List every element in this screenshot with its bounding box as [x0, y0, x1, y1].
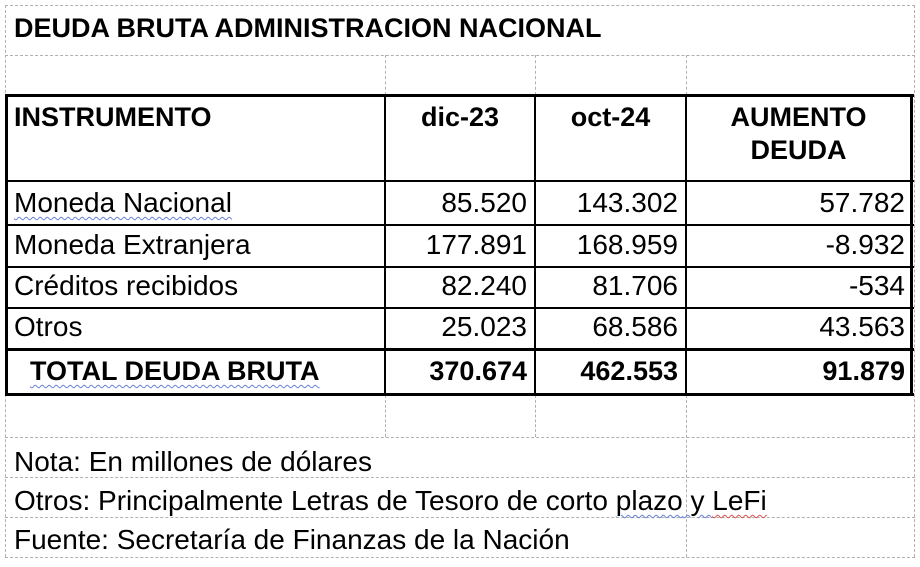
- row-divider: [5, 307, 914, 309]
- row-divider: [5, 266, 914, 268]
- row-value-oct24: 68.586: [592, 311, 678, 342]
- total-value-aumento: 91.879: [822, 356, 905, 386]
- row-name: Otros: [14, 311, 83, 342]
- note-source: Fuente: Secretaría de Finanzas de la Nación: [14, 524, 570, 555]
- total-label: [30, 355, 320, 387]
- gridline: [914, 5, 915, 557]
- row-name-text: Moneda Nacional: [14, 187, 232, 218]
- gridline: [5, 5, 915, 6]
- row-value-dic23: 82.240: [441, 270, 527, 301]
- note-otros-text: Otros: Principalmente Letras de Tesoro de corto: [14, 485, 616, 516]
- row-name: Créditos recibidos: [14, 270, 239, 301]
- row-divider: [5, 224, 914, 226]
- row-value-aumento: -8.932: [825, 229, 905, 260]
- gridline: [5, 557, 915, 558]
- gridline: [5, 55, 915, 56]
- table-border-right: [910, 94, 913, 396]
- note-units: Nota: En millones de dólares: [14, 446, 372, 477]
- gridline: [385, 55, 386, 95]
- table-border-bottom: [5, 393, 914, 396]
- note-otros: [14, 485, 767, 517]
- header-oct-24: oct-24: [570, 102, 651, 132]
- total-label-text: TOTAL DEUDA BRUTA: [30, 356, 320, 386]
- row-value-oct24: 168.959: [576, 229, 678, 260]
- note-otros-plazo: plazo: [615, 485, 683, 516]
- row-value-dic23: 25.023: [441, 311, 527, 342]
- note-otros-lefi: LeFi: [712, 485, 767, 516]
- gridline: [535, 55, 536, 95]
- sheet-title: DEUDA BRUTA ADMINISTRACION NACIONAL: [14, 13, 602, 43]
- header-dic-23: dic-23: [420, 102, 500, 132]
- gridline: [385, 395, 386, 437]
- total-value-oct24: 462.553: [580, 356, 678, 386]
- table-border-top: [5, 94, 914, 97]
- header-instrumento: INSTRUMENTO: [14, 102, 212, 132]
- row-name: [14, 187, 232, 219]
- table-border-left: [5, 94, 8, 396]
- row-value-aumento: 57.782: [819, 187, 905, 218]
- row-value-dic23: 177.891: [425, 229, 527, 260]
- header-deuda: DEUDA: [750, 135, 847, 165]
- table-border-header-bottom: [5, 180, 914, 182]
- gridline: [686, 395, 687, 557]
- total-value-dic23: 370.674: [429, 356, 527, 386]
- gridline: [686, 55, 687, 95]
- gridline: [5, 437, 915, 438]
- gridline: [535, 395, 536, 437]
- row-name: Moneda Extranjera: [14, 229, 251, 260]
- row-value-aumento: -534: [848, 270, 905, 301]
- table-border-total-top: [5, 348, 914, 351]
- row-value-aumento: 43.563: [819, 311, 905, 342]
- gridline: [5, 517, 915, 518]
- header-aumento: AUMENTO: [730, 102, 867, 132]
- row-value-dic23: 85.520: [441, 187, 527, 218]
- note-otros-y: y: [682, 485, 713, 516]
- row-value-oct24: 81.706: [592, 270, 678, 301]
- row-value-oct24: 143.302: [576, 187, 678, 218]
